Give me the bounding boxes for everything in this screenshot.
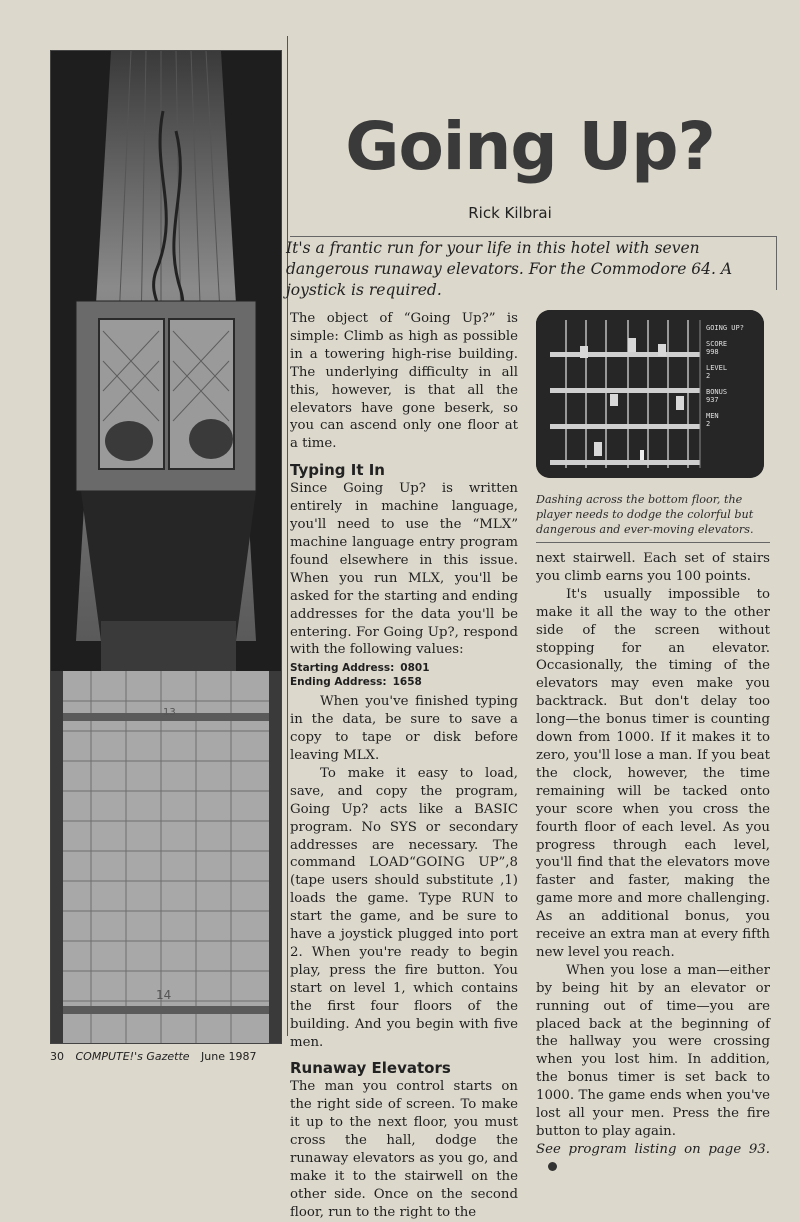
paragraph: next stairwell. Each set of stairs you climb earns you 100 points. (536, 551, 770, 584)
floor-number: 13 (163, 707, 176, 718)
start-address-value: 0801 (400, 662, 430, 675)
paragraph: The object of “Going Up?” is simple: Climb as high as possible in a towering high-rise building. The underlying difficulty in all this, however, is that all the elevators have gone beserk, so you can ascend only one floor at a time. (290, 311, 518, 452)
paragraph: When you lose a man—either by being hit by an elevator or running out of time—you are placed back at the beginning of the hallway you were crossing when you lost him. In addition, the bonus timer is set back to 1000. The game ends when you've lost all your men. Press the fire button to play again. (536, 962, 770, 1139)
paragraph: Since Going Up? is written entirely in machine language, you'll need to use the “MLX” machine language entry program found elsewhere in this issue. When you run MLX, you'll be asked for the starting and ending addresses for the data you'll be entering. For Going Up?, respond with the following values: (290, 481, 518, 658)
hud-panel (706, 324, 760, 428)
program-listing-note: See program listing on page 93. (536, 1141, 770, 1157)
page-footer (50, 1050, 257, 1063)
hud-item: LEVEL 2 (706, 364, 728, 380)
hud-item: GOING UP? (706, 324, 744, 332)
paragraph: The man you control starts on the right side of screen. To make it up to the next floor, you must cross the hall, dodge the runaway elevators as you go, and make it to the stairwell on the other side. Once on the second floor, run to the right to the (290, 1079, 518, 1220)
address-block (290, 661, 518, 689)
hud-item: SCORE 998 (706, 340, 728, 356)
start-address-label: Starting Address: (290, 662, 395, 675)
text-column-right (536, 550, 770, 1177)
end-address-label: Ending Address: (290, 676, 387, 689)
floor-number: 14 (156, 988, 172, 1002)
article-title: Going Up? (345, 108, 715, 185)
magazine-name: COMPUTE!'s Gazette (75, 1050, 190, 1063)
text-column-left (290, 310, 518, 1222)
column-rule (287, 36, 288, 1036)
end-address-value: 1658 (392, 676, 422, 689)
paragraph: It's usually impossible to make it all the way to the other side of the screen without stopping for an elevator. Occasionally, the timing of the elevators may even make you backtrack. But don't delay too long—the bonus timer is counting down from 1000. If it makes it to zero, you'll lose a man. If you beat the clock, however, the time remaining will be tacked onto your score when you cross the fourth floor of each level. As you progress through each level, you'll find that the elevators move faster and faster, making the game more and more challenging. As an additional bonus, you receive an extra man at every fifth new level you reach. (536, 586, 770, 960)
article-deck: It's a frantic run for your life in this hotel with seven dangerous runaway elevators. For the Commodore 64. A joystick is required. (286, 239, 733, 299)
paragraph: When you've finished typing in the data, be sure to save a copy to tape or disk before leaving MLX. (290, 694, 518, 764)
deck-rule-right (776, 236, 777, 290)
section-heading: Runaway Elevators (290, 1059, 451, 1078)
elevator-illustration (50, 50, 282, 1044)
article-author: Rick Kilbrai (468, 204, 552, 222)
game-screenshot (536, 310, 764, 478)
caption-rule (536, 542, 770, 543)
section-heading: Typing It In (290, 461, 385, 480)
issue-date: June 1987 (201, 1050, 257, 1063)
hud-item: BONUS 937 (706, 388, 728, 404)
deck-rule (290, 236, 776, 237)
listing-note-line (536, 1141, 770, 1177)
end-mark-icon (548, 1162, 557, 1171)
paragraph: To make it easy to load, save, and copy the program, Going Up? acts like a BASIC program. No SYS or secondary addresses are necessary. The command LOAD“GOING UP”,8 (tape users should substitute ,1) loads the game. Type RUN to start the game, and be sure to have a joystick plugged into port 2. When you're ready to begin play, press the fire button. You start on level 1, which contains the first four floors of the building. And you begin with five men. (290, 765, 518, 1050)
page-number: 30 (50, 1050, 64, 1063)
hud-item: MEN 2 (706, 412, 719, 428)
screenshot-caption: Dashing across the bottom floor, the player needs to dodge the colorful but dangerous and ever-moving elevators. (536, 493, 754, 536)
